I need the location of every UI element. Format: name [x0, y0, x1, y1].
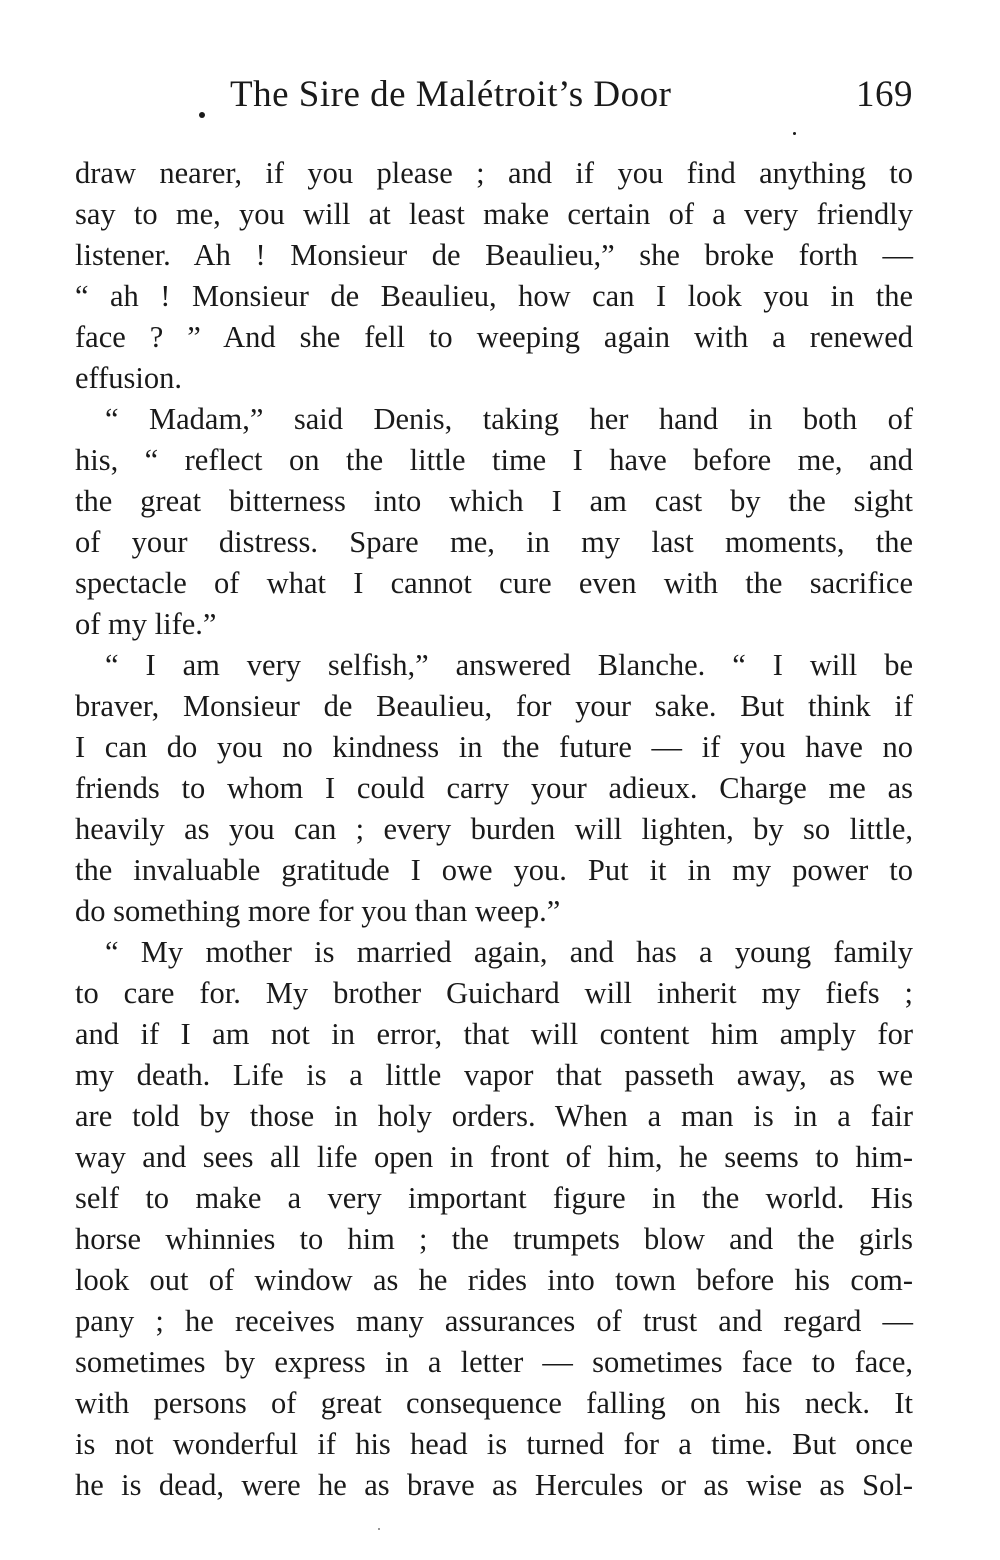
text-line: look out of window as he rides into town before his com- — [75, 1263, 913, 1297]
print-speck — [793, 132, 796, 135]
text-line: friends to whom I could carry your adieux. Charge me as — [75, 771, 913, 805]
chapter-title: The Sire de Malétroit’s Door — [230, 74, 672, 115]
text-line: listener. Ah ! Monsieur de Beaulieu,” she broke forth — — [75, 238, 913, 272]
text-line: effusion. — [75, 361, 183, 395]
text-line: of your distress. Spare me, in my last moments, the — [75, 525, 913, 559]
text-line: “ Madam,” said Denis, taking her hand in both of — [105, 402, 913, 436]
text-line: “ I am very selfish,” answered Blanche. “ I will be — [105, 648, 913, 682]
text-line: he is dead, were he as brave as Hercules or as wise as Sol- — [75, 1468, 913, 1502]
text-line: do something more for you than weep.” — [75, 894, 561, 928]
text-line: the great bitterness into which I am cast by the sight — [75, 484, 913, 518]
text-line: braver, Monsieur de Beaulieu, for your sake. But think if — [75, 689, 913, 723]
text-line: sometimes by express in a letter — sometimes face to face, — [75, 1345, 913, 1379]
text-line: is not wonderful if his head is turned for a time. But once — [75, 1427, 913, 1461]
text-line: face ? ” And she fell to weeping again with a renewed — [75, 320, 913, 354]
text-line: his, “ reflect on the little time I have before me, and — [75, 443, 913, 477]
text-line: are told by those in holy orders. When a man is in a fair — [75, 1099, 913, 1133]
text-line: I can do you no kindness in the future — if you have no — [75, 730, 913, 764]
print-speck — [199, 112, 205, 118]
text-line: with persons of great consequence falling on his neck. It — [75, 1386, 913, 1420]
text-line: of my life.” — [75, 607, 217, 641]
print-speck — [378, 1528, 380, 1530]
text-line: spectacle of what I cannot cure even with the sacrifice — [75, 566, 913, 600]
text-line: to care for. My brother Guichard will inherit my fiefs ; — [75, 976, 913, 1010]
text-line: self to make a very important figure in the world. His — [75, 1181, 913, 1215]
text-line: the invaluable gratitude I owe you. Put it in my power to — [75, 853, 913, 887]
text-line: draw nearer, if you please ; and if you find anything to — [75, 156, 913, 190]
text-line: horse whinnies to him ; the trumpets blow and the girls — [75, 1222, 913, 1256]
text-line: “ ah ! Monsieur de Beaulieu, how can I look you in the — [75, 279, 913, 313]
text-line: way and sees all life open in front of him, he seems to him- — [75, 1140, 913, 1174]
text-line: pany ; he receives many assurances of trust and regard — — [75, 1304, 913, 1338]
text-line: my death. Life is a little vapor that passeth away, as we — [75, 1058, 913, 1092]
text-line: say to me, you will at least make certain of a very friendly — [75, 197, 913, 231]
text-line: heavily as you can ; every burden will lighten, by so little, — [75, 812, 913, 846]
page-number: 169 — [856, 74, 913, 115]
text-line: “ My mother is married again, and has a young family — [105, 935, 913, 969]
text-line: and if I am not in error, that will content him amply for — [75, 1017, 913, 1051]
body-text — [75, 153, 913, 1506]
